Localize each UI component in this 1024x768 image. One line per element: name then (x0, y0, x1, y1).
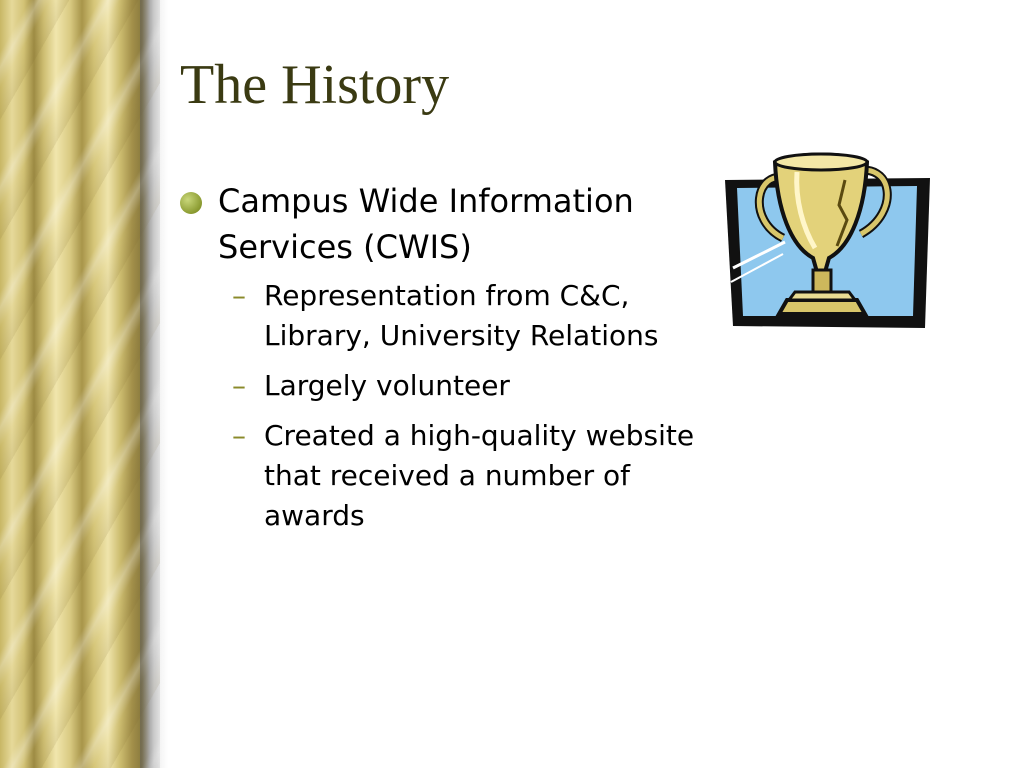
sub-bullet-list (232, 276, 700, 536)
sub-bullet-item (232, 416, 700, 536)
bullet-text: Campus Wide Information Services (CWIS) (218, 182, 634, 266)
slide-content (180, 178, 700, 546)
bullet-dot-icon (180, 192, 202, 214)
dash-icon: – (232, 369, 246, 402)
side-band-shadow (140, 0, 168, 768)
slide-title: The History (180, 54, 450, 116)
sub-bullet-text: Representation from C&C, Library, University Relations (264, 279, 659, 352)
trophy-icon (725, 150, 940, 335)
sub-bullet-item (232, 366, 700, 406)
bullet-item (180, 178, 700, 270)
dash-icon: – (232, 419, 246, 452)
sub-bullet-item (232, 276, 700, 356)
decorative-side-band (0, 0, 160, 768)
dash-icon: – (232, 279, 246, 312)
sub-bullet-text: Created a high-quality website that received a number of awards (264, 419, 695, 532)
sub-bullet-text: Largely volunteer (264, 369, 510, 402)
